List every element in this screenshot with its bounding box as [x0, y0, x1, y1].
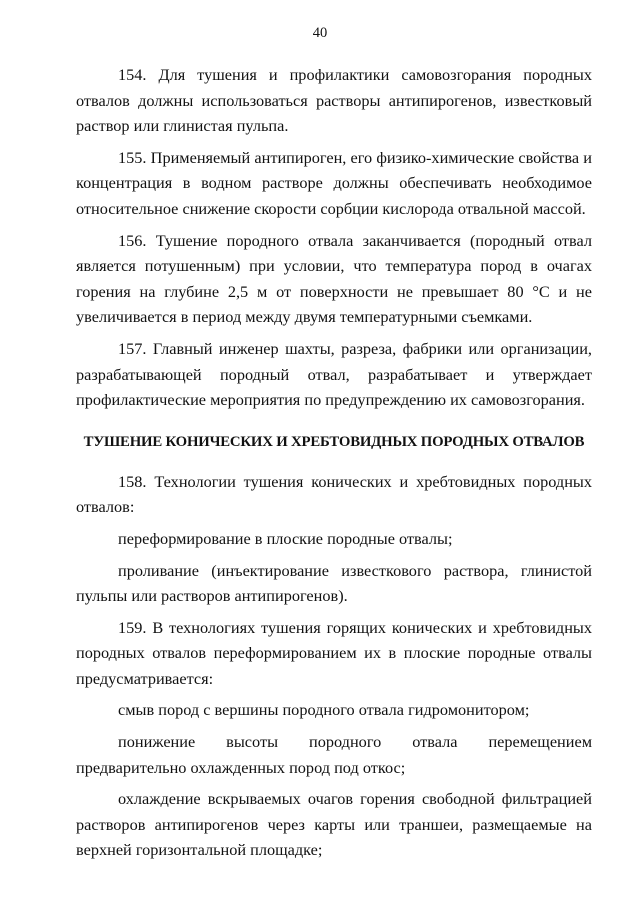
page-content	[76, 62, 592, 863]
list-item: понижение высоты породного отвала перемещением предварительно охлажденных пород под откос;	[76, 732, 592, 777]
paragraph-158: 158. Технологии тушения конических и хребтовидных породных отвалов:	[76, 471, 592, 517]
page-number: 40	[312, 25, 328, 41]
list-item: смыв пород с вершины породного отвала гидромонитором;	[118, 700, 530, 720]
list-item: проливание (инъектирование известкового раствора, глинистой пульпы или растворов антипирогенов).	[76, 560, 592, 606]
paragraph-156: 156. Тушение породного отвала заканчивается (породный отвал является потушенным) при условии, что температура пород в очагах горения на глубине 2,5 м от поверхности не превышает 80 °С и не увеличивается в период между двумя температурными съемками.	[76, 230, 592, 327]
section-heading: ТУШЕНИЕ КОНИЧЕСКИХ И ХРЕБТОВИДНЫХ ПОРОДНЫХ ОТВАЛОВ	[83, 433, 585, 450]
list-item: охлаждение вскрываемых очагов горения свободной фильтрацией растворов антипирогенов через карты или траншеи, размещаемые на верхней горизонтальной площадке;	[76, 789, 592, 860]
list-item: переформирование в плоские породные отвалы;	[118, 528, 453, 548]
paragraph-157: 157. Главный инженер шахты, разреза, фабрики или организации, разрабатывающей породный отвал, разрабатывает и утверждает профилактические мероприятия по предупреждению их самовозгорания.	[76, 338, 592, 410]
paragraph-155: 155. Применяемый антипироген, его физико-химические свойства и концентрация в водном растворе должны обеспечивать необходимое относительное снижение скорости сорбции кислорода отвальной массой.	[76, 147, 592, 218]
paragraph-159: 159. В технологиях тушения горящих конических и хребтовидных породных отвалов переформированием их в плоские породные отвалы предусматривается:	[76, 617, 592, 688]
paragraph-154: 154. Для тушения и профилактики самовозгорания породных отвалов должны использоваться растворы антипирогенов, известковый раствор или глинистая пульпа.	[76, 65, 592, 136]
